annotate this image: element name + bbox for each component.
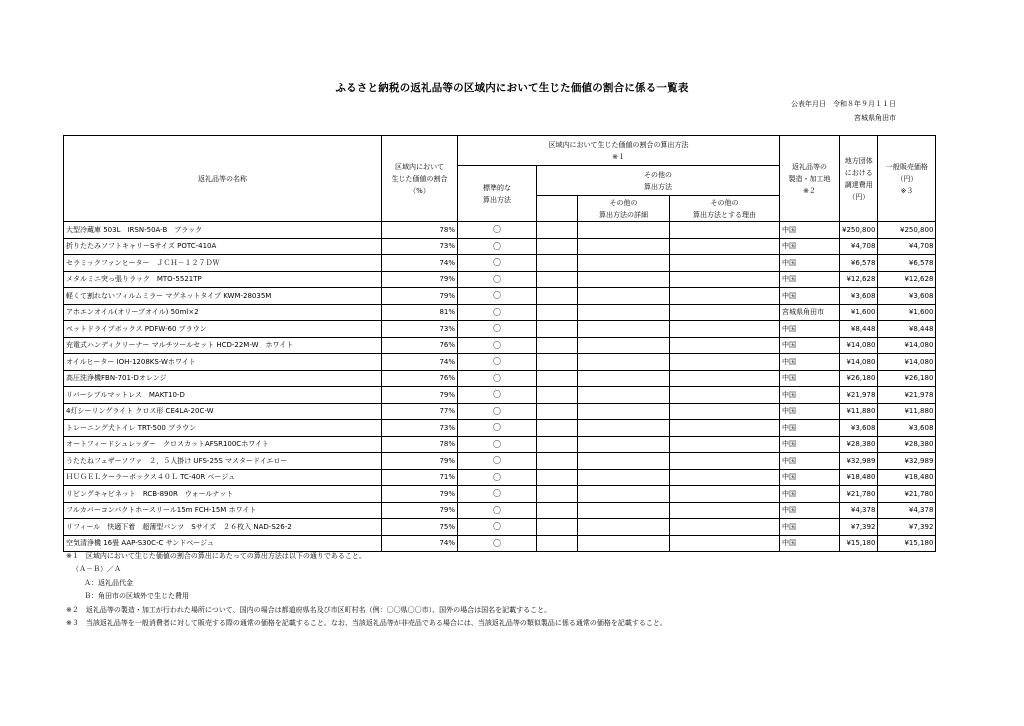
row-location: 中国 xyxy=(780,420,840,437)
table-row xyxy=(64,337,936,354)
row-location: 中国 xyxy=(780,436,840,453)
row-ratio: 79% xyxy=(382,387,458,404)
row-other-reason xyxy=(670,502,780,519)
row-standard-mark: 〇 xyxy=(458,387,537,404)
row-other-empty xyxy=(537,271,578,288)
header-empty xyxy=(537,196,578,222)
row-other-reason xyxy=(670,304,780,321)
row-location: 中国 xyxy=(780,337,840,354)
row-other-empty xyxy=(537,354,578,371)
row-other-detail xyxy=(578,304,670,321)
row-other-detail xyxy=(578,469,670,486)
table-row xyxy=(64,403,936,420)
table-row xyxy=(64,453,936,470)
row-standard-mark: 〇 xyxy=(458,535,537,552)
row-retail-price: ¥4,378 xyxy=(878,502,936,519)
row-location: 中国 xyxy=(780,354,840,371)
row-other-reason xyxy=(670,288,780,305)
row-name: 大型冷蔵庫 503L IRSN-50A-B ブラック xyxy=(64,222,382,239)
row-location: 中国 xyxy=(780,222,840,239)
table-row xyxy=(64,304,936,321)
footnotes xyxy=(66,550,667,630)
row-other-empty xyxy=(537,238,578,255)
row-standard-mark: 〇 xyxy=(458,288,537,305)
row-local-cost: ¥250,800 xyxy=(840,222,878,239)
row-other-empty xyxy=(537,255,578,272)
row-other-empty xyxy=(537,403,578,420)
row-name: フルカバーコンパクトホースリール15m FCH-15M ホワイト xyxy=(64,502,382,519)
row-name: アホエンオイル(オリーブオイル) 50ml×2 xyxy=(64,304,382,321)
row-retail-price: ¥12,628 xyxy=(878,271,936,288)
row-other-detail xyxy=(578,354,670,371)
row-other-detail xyxy=(578,370,670,387)
note-b: Ｂ：角田市の区域外で生じた費用 xyxy=(84,592,189,601)
row-name: オイルヒーター IOH-1208KS-Wホワイト xyxy=(64,354,382,371)
row-local-cost: ¥1,600 xyxy=(840,304,878,321)
row-local-cost: ¥26,180 xyxy=(840,370,878,387)
row-other-reason xyxy=(670,436,780,453)
row-ratio: 79% xyxy=(382,453,458,470)
row-name: 4灯シーリングライト クロス形 CE4LA-20C-W xyxy=(64,403,382,420)
row-standard-mark: 〇 xyxy=(458,469,537,486)
row-standard-mark: 〇 xyxy=(458,436,537,453)
row-retail-price: ¥28,380 xyxy=(878,436,936,453)
row-other-detail xyxy=(578,453,670,470)
header-standard: 標準的な 算出方法 xyxy=(458,166,537,222)
row-retail-price: ¥11,880 xyxy=(878,403,936,420)
row-local-cost: ¥3,608 xyxy=(840,420,878,437)
row-local-cost: ¥4,378 xyxy=(840,502,878,519)
row-name: ペットドライブボックス PDFW-60 ブラウン xyxy=(64,321,382,338)
row-name: メタルミニ突っ張りラック MTO-5521TP xyxy=(64,271,382,288)
table-row xyxy=(64,271,936,288)
row-other-detail xyxy=(578,238,670,255)
row-location: 中国 xyxy=(780,255,840,272)
row-other-empty xyxy=(537,519,578,536)
note-2: ※２ 返礼品等の製造・加工が行われた場所について、国内の場合は都道府県名及び市区町村名（例：〇〇県〇〇市）、国外の場合は国名を記載すること。 xyxy=(66,605,552,614)
row-location: 中国 xyxy=(780,271,840,288)
row-retail-price: ¥18,480 xyxy=(878,469,936,486)
row-name: ＨＵＧＥＬクーラーボックス４０Ｌ TC-40R ベージュ xyxy=(64,469,382,486)
row-ratio: 71% xyxy=(382,469,458,486)
row-standard-mark: 〇 xyxy=(458,337,537,354)
row-standard-mark: 〇 xyxy=(458,255,537,272)
row-local-cost: ¥28,380 xyxy=(840,436,878,453)
row-other-reason xyxy=(670,354,780,371)
row-standard-mark: 〇 xyxy=(458,304,537,321)
table-row xyxy=(64,288,936,305)
row-retail-price: ¥32,989 xyxy=(878,453,936,470)
row-other-empty xyxy=(537,321,578,338)
row-retail-price: ¥250,800 xyxy=(878,222,936,239)
row-retail-price: ¥8,448 xyxy=(878,321,936,338)
row-standard-mark: 〇 xyxy=(458,403,537,420)
row-ratio: 81% xyxy=(382,304,458,321)
row-name: 高圧洗浄機FBN-701-Dオレンジ xyxy=(64,370,382,387)
row-location: 中国 xyxy=(780,370,840,387)
row-other-detail xyxy=(578,519,670,536)
row-location: 中国 xyxy=(780,519,840,536)
row-other-empty xyxy=(537,502,578,519)
note-3: ※３ 当該返礼品等を一般消費者に対して販売する際の通常の価格を記載すること。なお、当該返礼品等が非売品である場合には、当該返礼品等の類似製品に係る通常の価格を記載すること。 xyxy=(66,619,667,628)
row-local-cost: ¥7,392 xyxy=(840,519,878,536)
note-a: Ａ：返礼品代金 xyxy=(84,578,133,587)
row-local-cost: ¥32,989 xyxy=(840,453,878,470)
row-retail-price: ¥1,600 xyxy=(878,304,936,321)
row-other-empty xyxy=(537,387,578,404)
row-other-empty xyxy=(537,337,578,354)
row-other-reason xyxy=(670,453,780,470)
row-local-cost: ¥4,708 xyxy=(840,238,878,255)
row-other-reason xyxy=(670,321,780,338)
row-location: 中国 xyxy=(780,387,840,404)
row-name: リバーシブルマットレス MAKT10-D xyxy=(64,387,382,404)
row-local-cost: ¥21,978 xyxy=(840,387,878,404)
row-other-detail xyxy=(578,403,670,420)
row-ratio: 74% xyxy=(382,255,458,272)
row-standard-mark: 〇 xyxy=(458,321,537,338)
row-retail-price: ¥14,080 xyxy=(878,354,936,371)
row-local-cost: ¥18,480 xyxy=(840,469,878,486)
row-local-cost: ¥11,880 xyxy=(840,403,878,420)
row-ratio: 77% xyxy=(382,403,458,420)
row-name: 空気清浄機 16畳 AAP-S30C-C サンドベージュ xyxy=(64,535,382,552)
return-gift-table xyxy=(63,135,936,552)
table-row xyxy=(64,502,936,519)
row-local-cost: ¥14,080 xyxy=(840,354,878,371)
row-local-cost: ¥15,180 xyxy=(840,535,878,552)
row-ratio: 79% xyxy=(382,502,458,519)
row-name: うたたねフェザーソファ ２，５人掛け UFS-25S マスタードイエロー xyxy=(64,453,382,470)
row-other-empty xyxy=(537,420,578,437)
row-other-detail xyxy=(578,222,670,239)
row-location: 中国 xyxy=(780,403,840,420)
header-retail-price: 一般販売価格 （円） ※３ xyxy=(878,136,936,222)
table-row xyxy=(64,238,936,255)
header-location: 返礼品等の 製造・加工地 ※２ xyxy=(780,136,840,222)
row-other-empty xyxy=(537,370,578,387)
row-other-detail xyxy=(578,436,670,453)
note-formula: （Ａ－Ｂ）／Ａ xyxy=(72,565,121,574)
row-other-reason xyxy=(670,469,780,486)
row-name: リフィール 快適下着 超薄型パンツ Sサイズ ２６枚入 NAD-S26-2 xyxy=(64,519,382,536)
row-ratio: 74% xyxy=(382,535,458,552)
row-location: 中国 xyxy=(780,321,840,338)
row-local-cost: ¥12,628 xyxy=(840,271,878,288)
row-retail-price: ¥3,608 xyxy=(878,288,936,305)
row-other-reason xyxy=(670,337,780,354)
row-standard-mark: 〇 xyxy=(458,370,537,387)
row-standard-mark: 〇 xyxy=(458,222,537,239)
row-name: 軽くて割れないフィルムミラー マグネットタイプ KWM-28035M xyxy=(64,288,382,305)
row-other-detail xyxy=(578,255,670,272)
row-name: 充電式ハンディクリーナー マルチツールセット HCD-22M-W ホワイト xyxy=(64,337,382,354)
table-row xyxy=(64,370,936,387)
row-other-empty xyxy=(537,486,578,503)
row-other-empty xyxy=(537,288,578,305)
row-other-detail xyxy=(578,321,670,338)
row-retail-price: ¥26,180 xyxy=(878,370,936,387)
row-local-cost: ¥6,578 xyxy=(840,255,878,272)
table-row xyxy=(64,387,936,404)
row-location: 中国 xyxy=(780,288,840,305)
row-other-reason xyxy=(670,370,780,387)
municipality: 宮城県角田市 xyxy=(854,114,896,122)
row-other-reason xyxy=(670,238,780,255)
row-other-reason xyxy=(670,403,780,420)
row-location: 中国 xyxy=(780,238,840,255)
row-other-reason xyxy=(670,387,780,404)
header-ratio: 区域内において 生じた価値の割合 （%） xyxy=(382,136,458,222)
row-ratio: 75% xyxy=(382,519,458,536)
row-other-reason xyxy=(670,271,780,288)
header-method-group: 区域内において生じた価値の割合の算出方法 ※１ xyxy=(458,136,780,166)
row-local-cost: ¥14,080 xyxy=(840,337,878,354)
row-ratio: 73% xyxy=(382,420,458,437)
row-ratio: 74% xyxy=(382,354,458,371)
row-standard-mark: 〇 xyxy=(458,486,537,503)
row-other-reason xyxy=(670,255,780,272)
row-standard-mark: 〇 xyxy=(458,238,537,255)
row-ratio: 78% xyxy=(382,436,458,453)
row-other-detail xyxy=(578,387,670,404)
row-ratio: 73% xyxy=(382,238,458,255)
row-retail-price: ¥21,978 xyxy=(878,387,936,404)
table-row xyxy=(64,469,936,486)
row-standard-mark: 〇 xyxy=(458,354,537,371)
row-location: 宮城県角田市 xyxy=(780,304,840,321)
table-row xyxy=(64,321,936,338)
row-other-reason xyxy=(670,222,780,239)
row-standard-mark: 〇 xyxy=(458,420,537,437)
row-ratio: 76% xyxy=(382,337,458,354)
header-other-group: その他の 算出方法 xyxy=(537,166,780,196)
row-name: 折りたたみソフトキャリーSサイズ POTC-410A xyxy=(64,238,382,255)
table-row xyxy=(64,436,936,453)
row-other-empty xyxy=(537,436,578,453)
row-standard-mark: 〇 xyxy=(458,502,537,519)
row-other-reason xyxy=(670,535,780,552)
row-retail-price: ¥15,180 xyxy=(878,535,936,552)
table-row xyxy=(64,255,936,272)
table-row xyxy=(64,519,936,536)
row-retail-price: ¥14,080 xyxy=(878,337,936,354)
row-retail-price: ¥4,708 xyxy=(878,238,936,255)
row-ratio: 79% xyxy=(382,486,458,503)
row-location: 中国 xyxy=(780,502,840,519)
row-ratio: 76% xyxy=(382,370,458,387)
note-1: ※１ 区域内において生じた価値の割合の算出にあたっての算出方法は以下の通りであること。 xyxy=(66,552,366,560)
table-row xyxy=(64,222,936,239)
row-other-detail xyxy=(578,486,670,503)
row-retail-price: ¥21,780 xyxy=(878,486,936,503)
row-local-cost: ¥8,448 xyxy=(840,321,878,338)
publish-date: 公表年月日 令和８年９月１１日 xyxy=(791,100,896,108)
row-ratio: 79% xyxy=(382,288,458,305)
row-name: オートフィードシュレッダー クロスカットAFSR100Cホワイト xyxy=(64,436,382,453)
row-other-detail xyxy=(578,502,670,519)
row-retail-price: ¥7,392 xyxy=(878,519,936,536)
row-retail-price: ¥3,608 xyxy=(878,420,936,437)
row-other-reason xyxy=(670,420,780,437)
row-ratio: 73% xyxy=(382,321,458,338)
header-other-reason: その他の 算出方法とする理由 xyxy=(670,196,780,222)
row-local-cost: ¥21,780 xyxy=(840,486,878,503)
row-location: 中国 xyxy=(780,453,840,470)
header-name: 返礼品等の名称 xyxy=(64,136,382,222)
row-other-detail xyxy=(578,337,670,354)
row-location: 中国 xyxy=(780,535,840,552)
row-name: トレーニング犬トイレ TRT-500 ブラウン xyxy=(64,420,382,437)
header-other-detail: その他の 算出方法の詳細 xyxy=(578,196,670,222)
row-other-empty xyxy=(537,222,578,239)
row-local-cost: ¥3,608 xyxy=(840,288,878,305)
row-ratio: 78% xyxy=(382,222,458,239)
row-other-detail xyxy=(578,271,670,288)
row-other-detail xyxy=(578,420,670,437)
table-row xyxy=(64,420,936,437)
row-other-empty xyxy=(537,469,578,486)
row-ratio: 79% xyxy=(382,271,458,288)
table-row xyxy=(64,486,936,503)
header-local-cost: 地方団体 における 調達費用 （円） xyxy=(840,136,878,222)
page-title: ふるさと納税の返礼品等の区域内において生じた価値の割合に係る一覧表 xyxy=(335,82,689,94)
row-location: 中国 xyxy=(780,469,840,486)
row-other-empty xyxy=(537,453,578,470)
row-standard-mark: 〇 xyxy=(458,519,537,536)
row-standard-mark: 〇 xyxy=(458,453,537,470)
row-location: 中国 xyxy=(780,486,840,503)
row-other-reason xyxy=(670,519,780,536)
row-standard-mark: 〇 xyxy=(458,271,537,288)
row-other-detail xyxy=(578,288,670,305)
row-name: リビングキャビネット RCB-890R ウォールナット xyxy=(64,486,382,503)
row-other-empty xyxy=(537,304,578,321)
row-name: セラミックファンヒーター ＪＣＨ－１２７ＤＷ xyxy=(64,255,382,272)
table-row xyxy=(64,354,936,371)
row-retail-price: ¥6,578 xyxy=(878,255,936,272)
row-other-reason xyxy=(670,486,780,503)
